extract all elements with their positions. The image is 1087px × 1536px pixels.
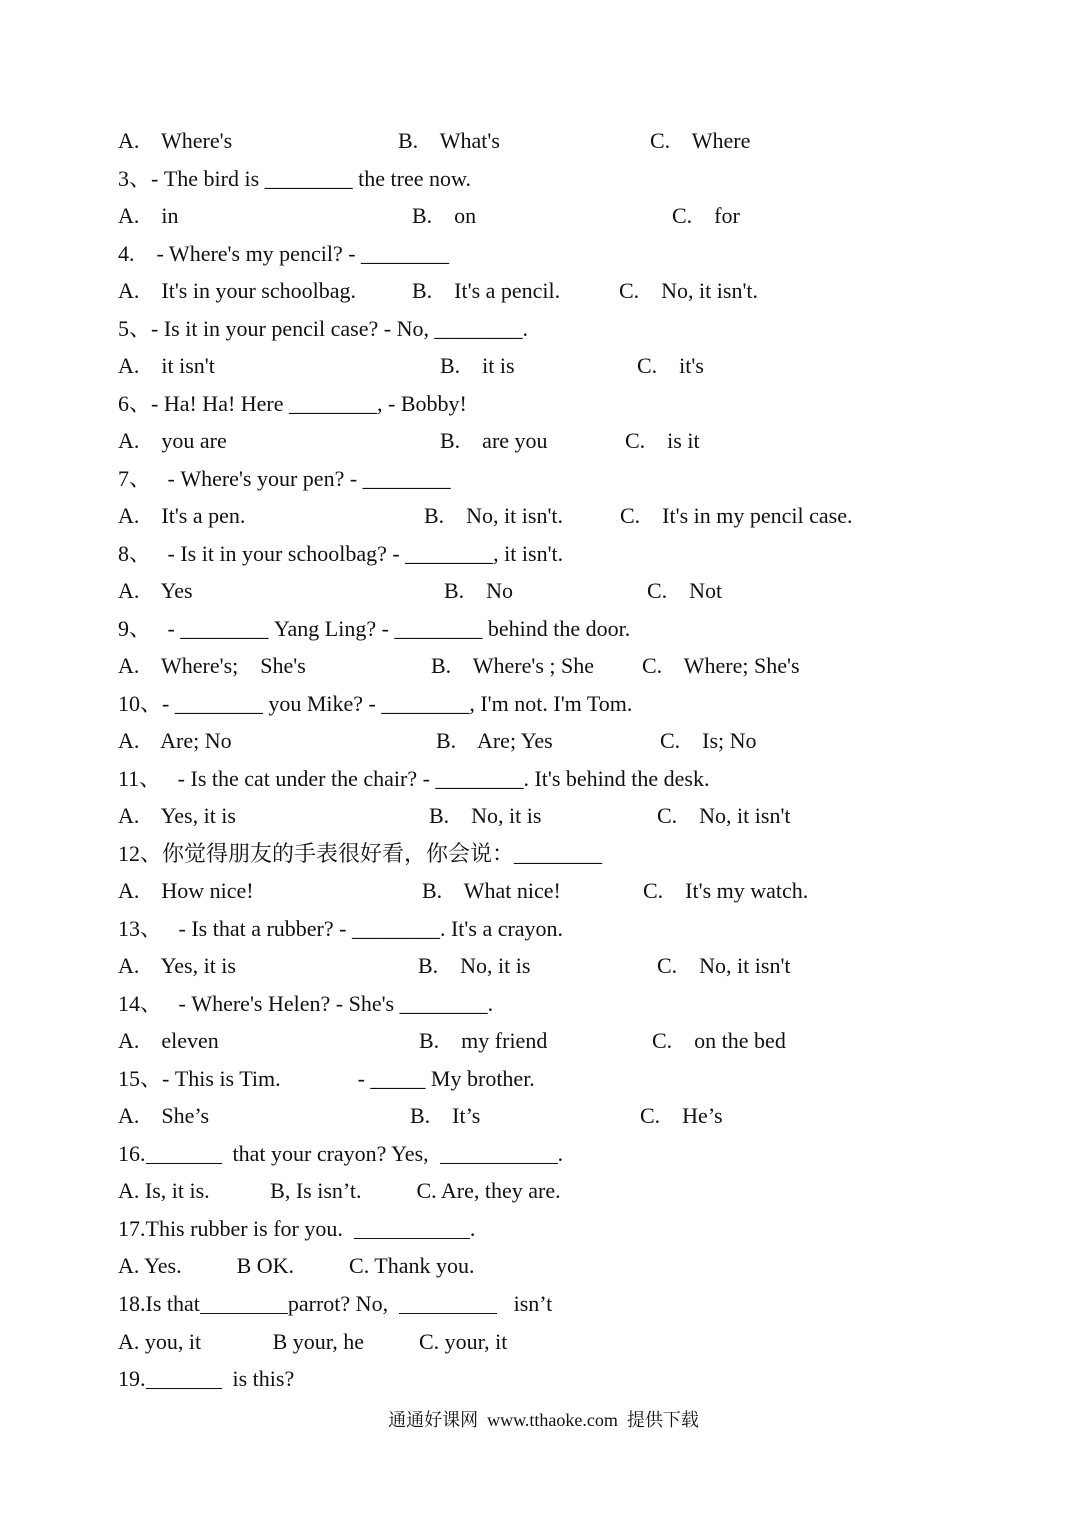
answer-option: C. He’s — [640, 1103, 723, 1128]
answer-option: C. is it — [625, 428, 700, 453]
answer-option: B. What nice! — [422, 878, 561, 903]
question-text: . — [469, 1216, 476, 1241]
question-line — [118, 1289, 552, 1319]
answer-option: A. Where's; She's — [118, 653, 306, 678]
answer-option: B. It's a pencil. — [412, 278, 561, 303]
answer-option: B. my friend — [419, 1028, 548, 1053]
question-line: 4. - Where's my pencil? - ________ — [118, 241, 450, 266]
question-text: that your crayon? Yes, — [221, 1141, 440, 1166]
answer-option: B. Where's ; She — [431, 653, 595, 678]
answer-blank — [146, 1141, 222, 1164]
answer-option: A. She’s — [118, 1103, 210, 1128]
answer-option: A. you are — [118, 428, 227, 453]
answer-option: B. It’s — [410, 1103, 481, 1128]
answer-option: A. Where's — [118, 128, 233, 153]
answer-option: B. No, it is — [418, 953, 531, 978]
answer-option: B. No, it isn't. — [424, 503, 564, 528]
answer-option: C. Where; She's — [642, 653, 800, 678]
question-line: 8、 - Is it in your schoolbag? - ________, it isn't. — [118, 541, 564, 566]
answer-option: C. It's in my pencil case. — [620, 503, 853, 528]
answer-option: B. Are; Yes — [436, 728, 553, 753]
question-text: parrot? No, — [287, 1291, 400, 1316]
answer-blank — [146, 1366, 222, 1389]
question-text: is this? — [221, 1366, 295, 1391]
answer-option: A. Yes — [118, 578, 193, 603]
question-text: isn’t — [497, 1291, 553, 1316]
answer-option: B. What's — [398, 128, 500, 153]
footer-credit: 通通好课网 www.tthaoke.com 提供下载 — [388, 1410, 699, 1430]
question-line: 15、- This is Tim. - _____ My brother. — [118, 1066, 535, 1091]
answer-option: B. No, it is — [429, 803, 542, 828]
question-line: 7、 - Where's your pen? - ________ — [118, 466, 451, 491]
question-line — [118, 1139, 563, 1169]
answer-option: C. It's my watch. — [643, 878, 809, 903]
answer-option: C. it's — [637, 353, 704, 378]
question-line: 12、你觉得朋友的手表很好看，你会说：________ — [118, 841, 603, 866]
question-line: 9、 - ________ Yang Ling? - ________ behind the door. — [118, 616, 631, 641]
question-line: 6、- Ha! Ha! Here ________, - Bobby! — [118, 391, 467, 416]
question-line: 5、- Is it in your pencil case? - No, ________. — [118, 316, 528, 341]
question-text: . — [557, 1141, 564, 1166]
answer-option: C. Is; No — [660, 728, 757, 753]
answer-option: A. It's a pen. — [118, 503, 246, 528]
answer-option: A. Yes, it is — [118, 803, 236, 828]
question-text: 18.Is that — [118, 1291, 200, 1316]
answer-blank — [440, 1141, 558, 1164]
question-line — [118, 1364, 294, 1394]
answer-blank — [399, 1291, 497, 1314]
answer-option: A. Are; No — [118, 728, 232, 753]
answer-option: A. How nice! — [118, 878, 254, 903]
question-line: 10、- ________ you Mike? - ________, I'm not. I'm Tom. — [118, 691, 633, 716]
answer-option: C. No, it isn't — [657, 803, 791, 828]
answer-option: A. it isn't — [118, 353, 215, 378]
answer-blank — [200, 1291, 288, 1314]
answer-option: B. are you — [440, 428, 548, 453]
question-line: A. you, it B your, he C. your, it — [118, 1329, 508, 1354]
answer-option: C. Where — [650, 128, 751, 153]
answer-option: B. on — [412, 203, 477, 228]
answer-option: A. eleven — [118, 1028, 219, 1053]
answer-option: A. Yes, it is — [118, 953, 236, 978]
question-line: A. Yes. B OK. C. Thank you. — [118, 1253, 475, 1278]
answer-option: C. No, it isn't. — [619, 278, 759, 303]
answer-option: A. in — [118, 203, 179, 228]
question-text: 17.This rubber is for you. — [118, 1216, 354, 1241]
question-line — [118, 1214, 475, 1244]
question-line: 11、 - Is the cat under the chair? - ________. It's behind the desk. — [118, 766, 710, 791]
answer-option: A. It's in your schoolbag. — [118, 278, 356, 303]
question-line: 14、 - Where's Helen? - She's ________. — [118, 991, 494, 1016]
question-text: 16. — [118, 1141, 146, 1166]
answer-option: C. No, it isn't — [657, 953, 791, 978]
question-line: 13、 - Is that a rubber? - ________. It's a crayon. — [118, 916, 564, 941]
answer-option: C. on the bed — [652, 1028, 786, 1053]
answer-option: B. it is — [440, 353, 515, 378]
answer-option: C. Not — [647, 578, 723, 603]
question-line: 3、- The bird is ________ the tree now. — [118, 166, 471, 191]
answer-option: C. for — [672, 203, 740, 228]
question-text: 19. — [118, 1366, 146, 1391]
question-line: A. Is, it is. B, Is isn’t. C. Are, they are. — [118, 1178, 561, 1203]
answer-option: B. No — [444, 578, 514, 603]
answer-blank — [354, 1216, 470, 1239]
